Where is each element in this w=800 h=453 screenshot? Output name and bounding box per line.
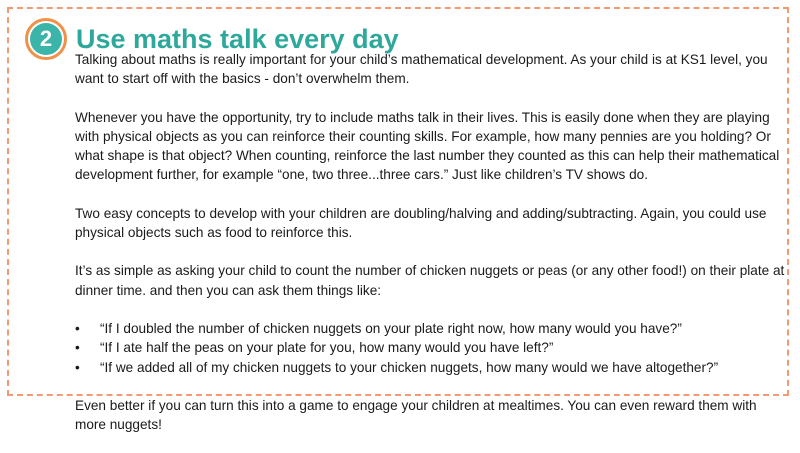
paragraph-example: It’s as simple as asking your child to count the number of chicken nuggets or peas (or any other food!) on their plate at dinner time. and then you can ask them things like: — [75, 263, 785, 298]
step-number: 2 — [30, 23, 62, 55]
bullet-icon: • — [75, 359, 80, 375]
question-list — [75, 319, 790, 377]
list-item — [75, 358, 790, 377]
paragraph-closing: Even better if you can turn this into a game to engage your children at mealtimes. You can even reward them with more nuggets! — [75, 397, 757, 433]
list-item-text: “If I ate half the peas on your plate for you, how many would you have left?” — [100, 340, 554, 356]
paragraph-concepts: Two easy concepts to develop with your children are doubling/halving and adding/subtracting. Again, you could use physical objects such as food to reinforce this. — [75, 205, 767, 241]
bullet-icon: • — [75, 340, 80, 356]
paragraph-maths-talk: Whenever you have the opportunity, try to include maths talk in their lives. This is easily done when they are playing with physical objects as you can reinforce their counting skills. For example, how many pennies are you holding? Or what shape is that object? When counting, reinforce the last number they counted as this can help their mathematical development further, for example “one, two three...three cars.” Just like children’s TV shows do. — [75, 109, 780, 183]
paragraph-intro: Talking about maths is really important for your child’s mathematical development. As your child is at KS1 level, you want to start off with the basics - don’t overwhelm them. — [75, 52, 768, 87]
bullet-icon: • — [75, 320, 80, 336]
list-item-text: “If we added all of my chicken nuggets to your chicken nuggets, how many would we have altogether?” — [100, 359, 719, 375]
step-number-badge — [25, 18, 67, 60]
section-title: Use maths talk every day — [76, 23, 399, 54]
list-item-text: “If I doubled the number of chicken nuggets on your plate right now, how many would you have?” — [100, 320, 682, 336]
section-body — [75, 50, 790, 453]
list-item — [75, 338, 790, 357]
list-item — [75, 319, 790, 338]
